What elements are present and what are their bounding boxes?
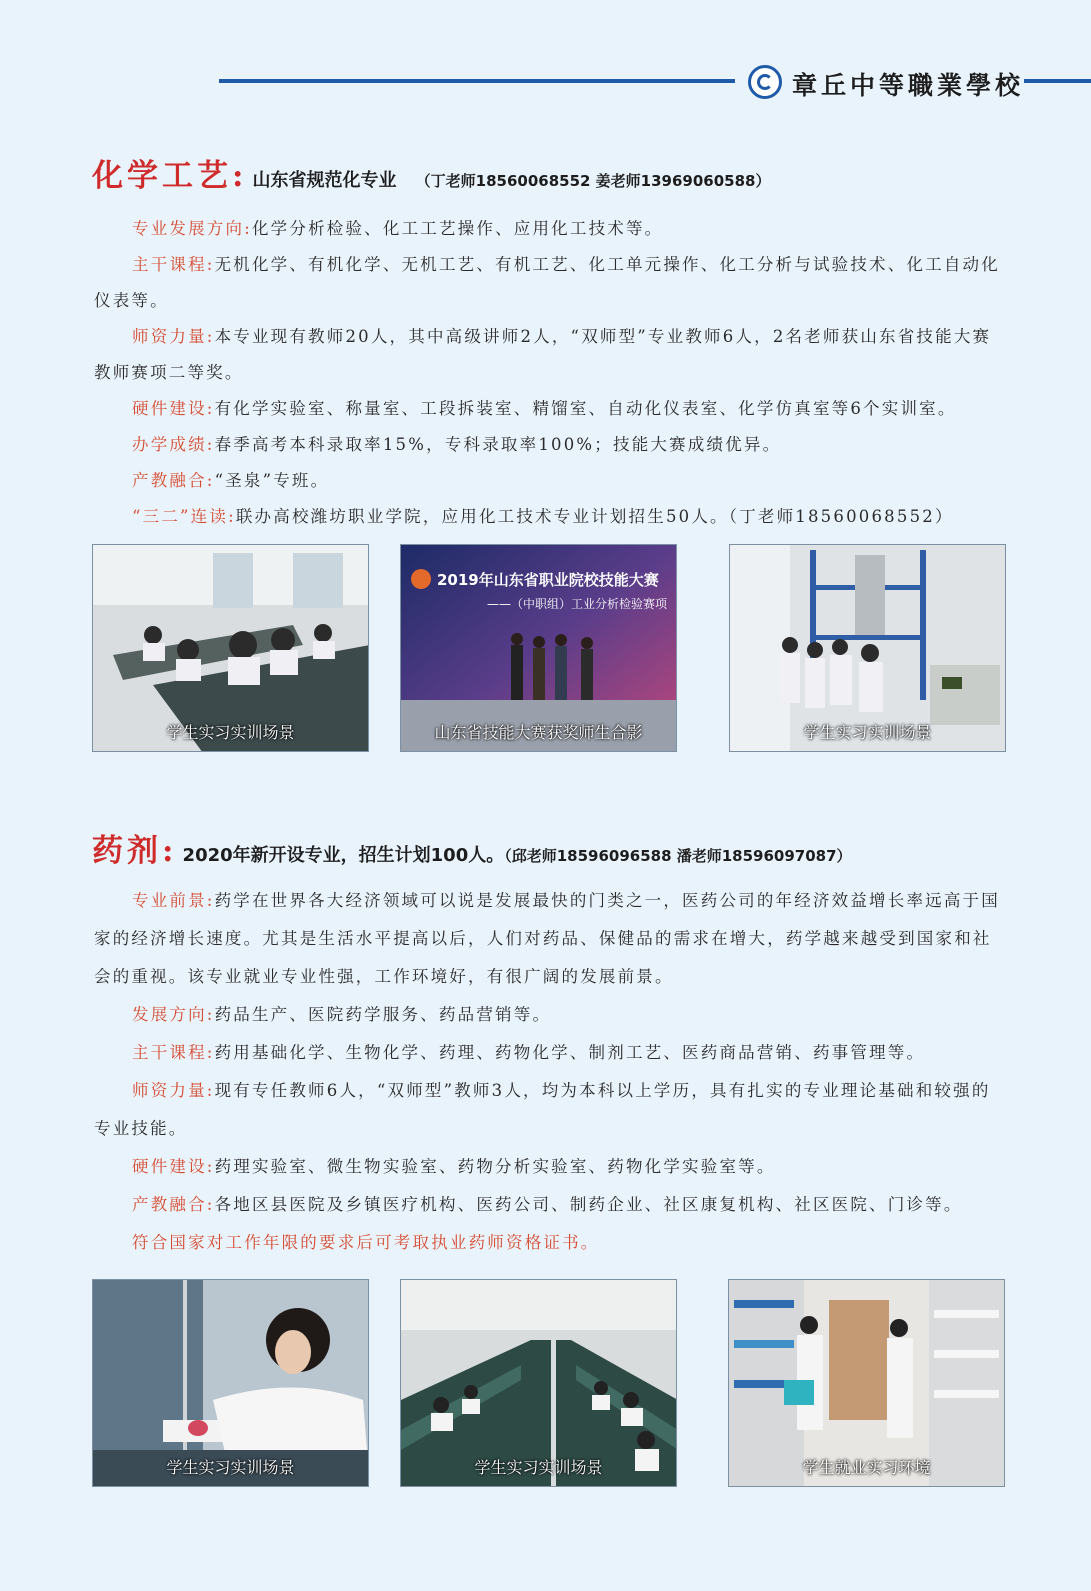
paragraph-text: “圣泉”专班。: [214, 471, 330, 490]
header-rule-left: [219, 79, 735, 83]
paragraph-text: 春季高考本科录取率15%，专科录取率100%；技能大赛成绩优异。: [214, 435, 782, 454]
photo-lab-classroom: [92, 544, 369, 752]
photo-caption: 山东省技能大赛获奖师生合影: [434, 723, 643, 742]
photo-pharmacy-store: [728, 1279, 1005, 1487]
paragraph-label: 办学成绩:: [132, 435, 215, 454]
section-heading: 化学工艺:: [92, 158, 248, 194]
photo-titration: [92, 1279, 369, 1487]
paragraph-text: 有化学实验室、称量室、工段拆装室、精馏室、自动化仪表室、化学仿真室等6个实训室。: [214, 399, 957, 418]
section-heading: 药剂:: [92, 833, 178, 869]
section-title-pharmacy: [92, 825, 852, 870]
paragraph-label: 硬件建设:: [132, 1157, 215, 1176]
banner-subtitle: ——（中职组）工业分析检验赛项: [487, 597, 668, 611]
paragraph-text: 联办高校潍坊职业学院，应用化工技术专业计划招生50人。（丁老师18560068552）: [235, 507, 954, 526]
paragraph-courses: [94, 247, 1009, 319]
section-subtitle: 2020年新开设专业，招生计划100人。: [182, 845, 505, 866]
section-subtitle: 山东省规范化专业: [252, 170, 397, 191]
section-contact: （邱老师18596096588 潘老师18596097087）: [504, 847, 852, 865]
photo-caption: 学生实习实训场景: [166, 1458, 295, 1477]
photo-caption: 学生实习实训场景: [166, 723, 295, 742]
paragraph-hardware: [94, 1148, 1009, 1186]
paragraph-text: 药学在世界各大经济领域可以说是发展最快的门类之一，医药公司的年经济效益增长率远高于国家的经济增长速度。尤其是生活水平提高以后，人们对药品、保健品的需求在增大，药学越来越受到国家和社会的重视。该专业就业专业性强，工作环境好，有很广阔的发展前景。: [94, 891, 1000, 986]
paragraph-label: 专业前景:: [132, 891, 215, 910]
paragraph-text: 现有专任教师6人，“双师型”教师3人，均为本科以上学历，具有扎实的专业理论基础和较强的专业技能。: [94, 1081, 991, 1138]
paragraph-label: 师资力量:: [132, 1081, 215, 1100]
paragraph-text: 本专业现有教师20人，其中高级讲师2人，“双师型”专业教师6人，2名老师获山东省技能大赛教师赛项二等奖。: [94, 327, 992, 382]
paragraph-text: 药用基础化学、生物化学、药理、药物化学、制剂工艺、医药商品营销、药事管理等。: [214, 1043, 926, 1062]
paragraph-label: 专业发展方向:: [132, 219, 252, 238]
paragraph-text: 各地区县医院及乡镇医疗机构、医药公司、制药企业、社区康复机构、社区医院、门诊等。: [214, 1195, 963, 1214]
paragraph-faculty: [94, 319, 1009, 391]
paragraph-label: 发展方向:: [132, 1005, 215, 1024]
paragraph-label: 产教融合:: [132, 1195, 215, 1214]
paragraph-label: 师资力量:: [132, 327, 215, 346]
paragraph-label: 硬件建设:: [132, 399, 215, 418]
banner-title: 2019年山东省职业院校技能大赛: [437, 571, 659, 589]
paragraph-joint-program: [94, 499, 1009, 535]
paragraph-hardware: [94, 391, 1009, 427]
photo-caption: 学生就业实习环境: [802, 1458, 931, 1477]
section-contact: （丁老师18560068552 姜老师13969060588）: [415, 172, 771, 190]
paragraph-text: 药理实验室、微生物实验室、药物分析实验室、药物化学实验室等。: [214, 1157, 776, 1176]
paragraph-courses: [94, 1034, 1009, 1072]
paragraph-achievements: [94, 427, 1009, 463]
paragraph-industry: [94, 1186, 1009, 1224]
school-name: 章丘中等職業學校: [792, 71, 1025, 100]
paragraph-direction: [94, 996, 1009, 1034]
paragraph-label: 主干课程:: [132, 255, 215, 274]
paragraph-industry: [94, 463, 1009, 499]
paragraph-label: 主干课程:: [132, 1043, 215, 1062]
paragraph-label: “三二”连读:: [132, 507, 236, 526]
header-rule-right: [1024, 79, 1091, 83]
photo-equipment-training: [729, 544, 1006, 752]
paragraph-direction: [94, 211, 1009, 247]
photo-caption: 学生实习实训场景: [803, 723, 932, 742]
paragraph-text: 化学分析检验、化工工艺操作、应用化工技术等。: [251, 219, 664, 238]
paragraph-text: 药品生产、医院药学服务、药品营销等。: [214, 1005, 552, 1024]
photo-caption: 学生实习实训场景: [474, 1458, 603, 1477]
paragraph-label: 产教融合:: [132, 471, 215, 490]
photo-award-group: [400, 544, 677, 752]
section-title-chemical: [92, 150, 770, 195]
photo-pharma-lab: [400, 1279, 677, 1487]
school-logo-icon: [748, 65, 782, 99]
certificate-note: 符合国家对工作年限的要求后可考取执业药师资格证书。: [132, 1233, 600, 1252]
paragraph-text: 无机化学、有机化学、无机工艺、有机工艺、化工单元操作、化工分析与试验技术、化工自动化仪表等。: [94, 255, 1000, 310]
paragraph-prospect: [94, 882, 1009, 996]
paragraph-faculty: [94, 1072, 1009, 1148]
